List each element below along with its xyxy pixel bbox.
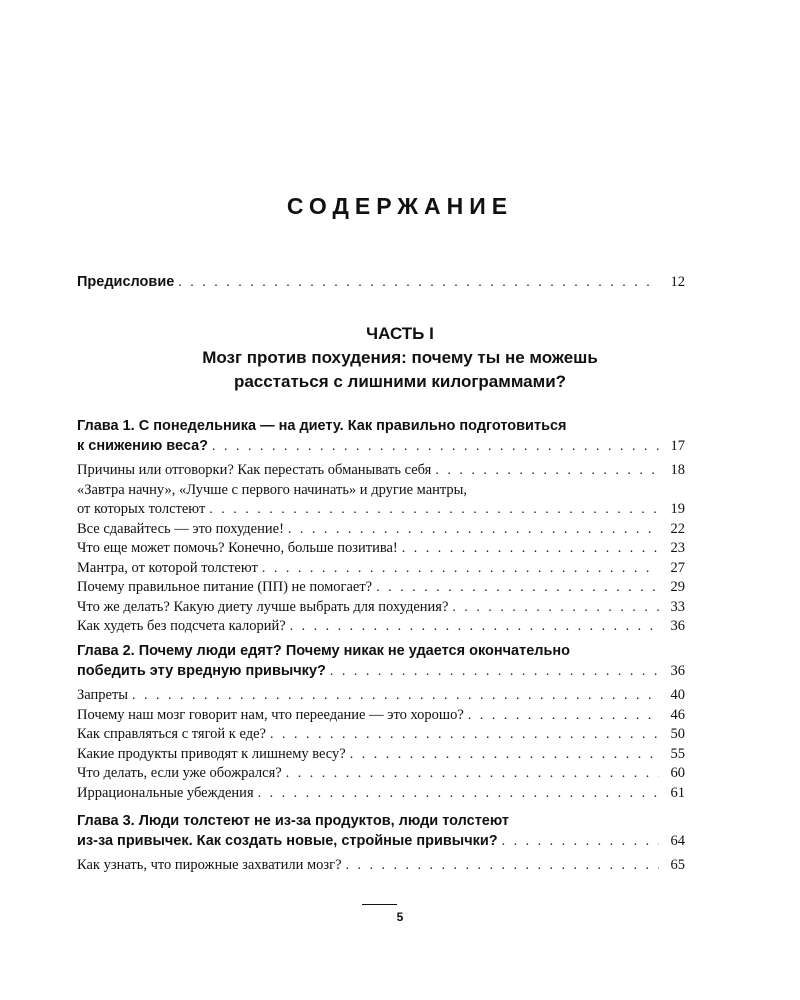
leader-dots (350, 745, 659, 765)
leader-dots (209, 500, 659, 520)
toc-entry-title: Предисловие (77, 274, 175, 290)
leader-dots (178, 275, 659, 291)
section-title: Мантра, от которой толстеют (77, 559, 258, 576)
section-title: Почему наш мозг говорит нам, что переедание — это хорошо? (77, 706, 464, 723)
toc-page-number: 36 (670, 663, 685, 679)
toc-entry-preface[interactable] (77, 274, 685, 291)
toc-page-number: 22 (670, 520, 685, 537)
leader-dots (270, 725, 659, 745)
section-title: Запреты (77, 687, 129, 703)
leader-dots (502, 832, 659, 852)
toc-page-number: 55 (670, 745, 685, 762)
chapter-title-line-2: из-за привычек. Как создать новые, стройные привычки? (77, 833, 498, 849)
leader-dots (330, 662, 659, 682)
leader-dots (262, 559, 659, 579)
contents-heading: СОДЕРЖАНИЕ (286, 193, 514, 219)
part-label: ЧАСТЬ I (366, 324, 434, 343)
toc-page-number: 65 (670, 857, 685, 873)
leader-dots (452, 598, 659, 618)
toc-section[interactable] (77, 500, 685, 520)
toc-page-number: 17 (670, 438, 685, 454)
section-title: Как худеть без подсчета калорий? (77, 618, 286, 634)
part-title-line-1: Мозг против похудения: почему ты не можешь (202, 348, 598, 367)
section-title: от которых толстеют (77, 501, 206, 517)
section-title: Что еще может помочь? Конечно, больше позитива! (77, 540, 398, 556)
toc-chapter-3[interactable] (77, 811, 685, 852)
chapter-title-line-2: победить эту вредную привычку? (77, 663, 326, 679)
toc-page-number: 50 (670, 726, 685, 742)
toc-page-number: 29 (670, 579, 685, 595)
section-title: Причины или отговорки? Как перестать обманывать себя (77, 462, 432, 478)
chapter-3-sections (77, 856, 685, 876)
section-title: Почему правильное питание (ПП) не помогает? (77, 579, 373, 595)
section-title: Иррациональные убеждения (77, 784, 254, 801)
toc-page-number: 19 (670, 501, 685, 517)
section-title: Все сдавайтесь — это похудение! (77, 520, 284, 537)
toc-page-number: 46 (670, 706, 685, 723)
toc-page-number: 64 (670, 833, 685, 849)
toc-section[interactable] (77, 461, 685, 481)
toc-page-number: 23 (670, 540, 685, 556)
section-title: Как справляться с тягой к еде? (77, 726, 266, 742)
toc-section[interactable] (77, 764, 685, 784)
toc-chapter-1[interactable] (77, 416, 685, 457)
toc-section[interactable] (77, 539, 685, 559)
folio-rule (362, 904, 397, 905)
chapter-title-line-2: к снижению веса? (77, 438, 209, 454)
leader-dots (468, 706, 659, 726)
toc-section[interactable] (77, 784, 685, 804)
toc-section[interactable] (77, 745, 685, 765)
toc-section[interactable] (77, 856, 685, 876)
section-title: Какие продукты приводят к лишнему весу? (77, 745, 346, 762)
part-title-line-2: расстаться с лишними килограммами? (233, 372, 567, 391)
toc-section[interactable] (77, 706, 685, 726)
toc-page-number: 33 (670, 598, 685, 615)
toc-section[interactable] (77, 686, 685, 706)
leader-dots (258, 784, 659, 804)
toc-section[interactable] (77, 598, 685, 618)
leader-dots (212, 437, 659, 457)
chapter-2-sections (77, 686, 685, 803)
chapter-1-sections (77, 461, 685, 637)
section-title: Как узнать, что пирожные захватили мозг? (77, 857, 342, 873)
page-number: 5 (396, 910, 404, 924)
chapter-title-line-1: Глава 1. С понедельника — на диету. Как правильно подготовиться (77, 418, 567, 434)
toc-section[interactable] (77, 559, 685, 579)
leader-dots (288, 520, 659, 540)
section-title-line-1[interactable]: «Завтра начну», «Лучше с первого начинать» и другие мантры, (77, 481, 468, 498)
toc-page-number: 27 (670, 559, 685, 576)
toc-chapter-2[interactable] (77, 641, 685, 682)
chapter-title-line-1: Глава 2. Почему люди едят? Почему никак не удается окончательно (77, 643, 571, 659)
toc-page-number: 61 (670, 784, 685, 801)
toc-page-number: 60 (670, 765, 685, 781)
section-title: Что делать, если уже обожрался? (77, 765, 282, 781)
leader-dots (435, 461, 659, 481)
chapter-title-line-1: Глава 3. Люди толстеют не из-за продуктов, люди толстеют (77, 813, 509, 829)
toc-section[interactable] (77, 520, 685, 540)
toc-section[interactable] (77, 578, 685, 598)
toc-page-number: 12 (670, 274, 685, 290)
toc-section[interactable] (77, 725, 685, 745)
leader-dots (286, 764, 659, 784)
toc-section[interactable] (77, 617, 685, 637)
leader-dots (346, 856, 659, 876)
leader-dots (132, 686, 659, 706)
leader-dots (290, 617, 659, 637)
leader-dots (402, 539, 659, 559)
toc-page-number: 36 (670, 618, 685, 634)
toc-page-number: 40 (670, 687, 685, 703)
leader-dots (376, 578, 659, 598)
toc-page-number: 18 (670, 462, 685, 478)
section-title: Что же делать? Какую диету лучше выбрать для похудения? (77, 598, 449, 615)
